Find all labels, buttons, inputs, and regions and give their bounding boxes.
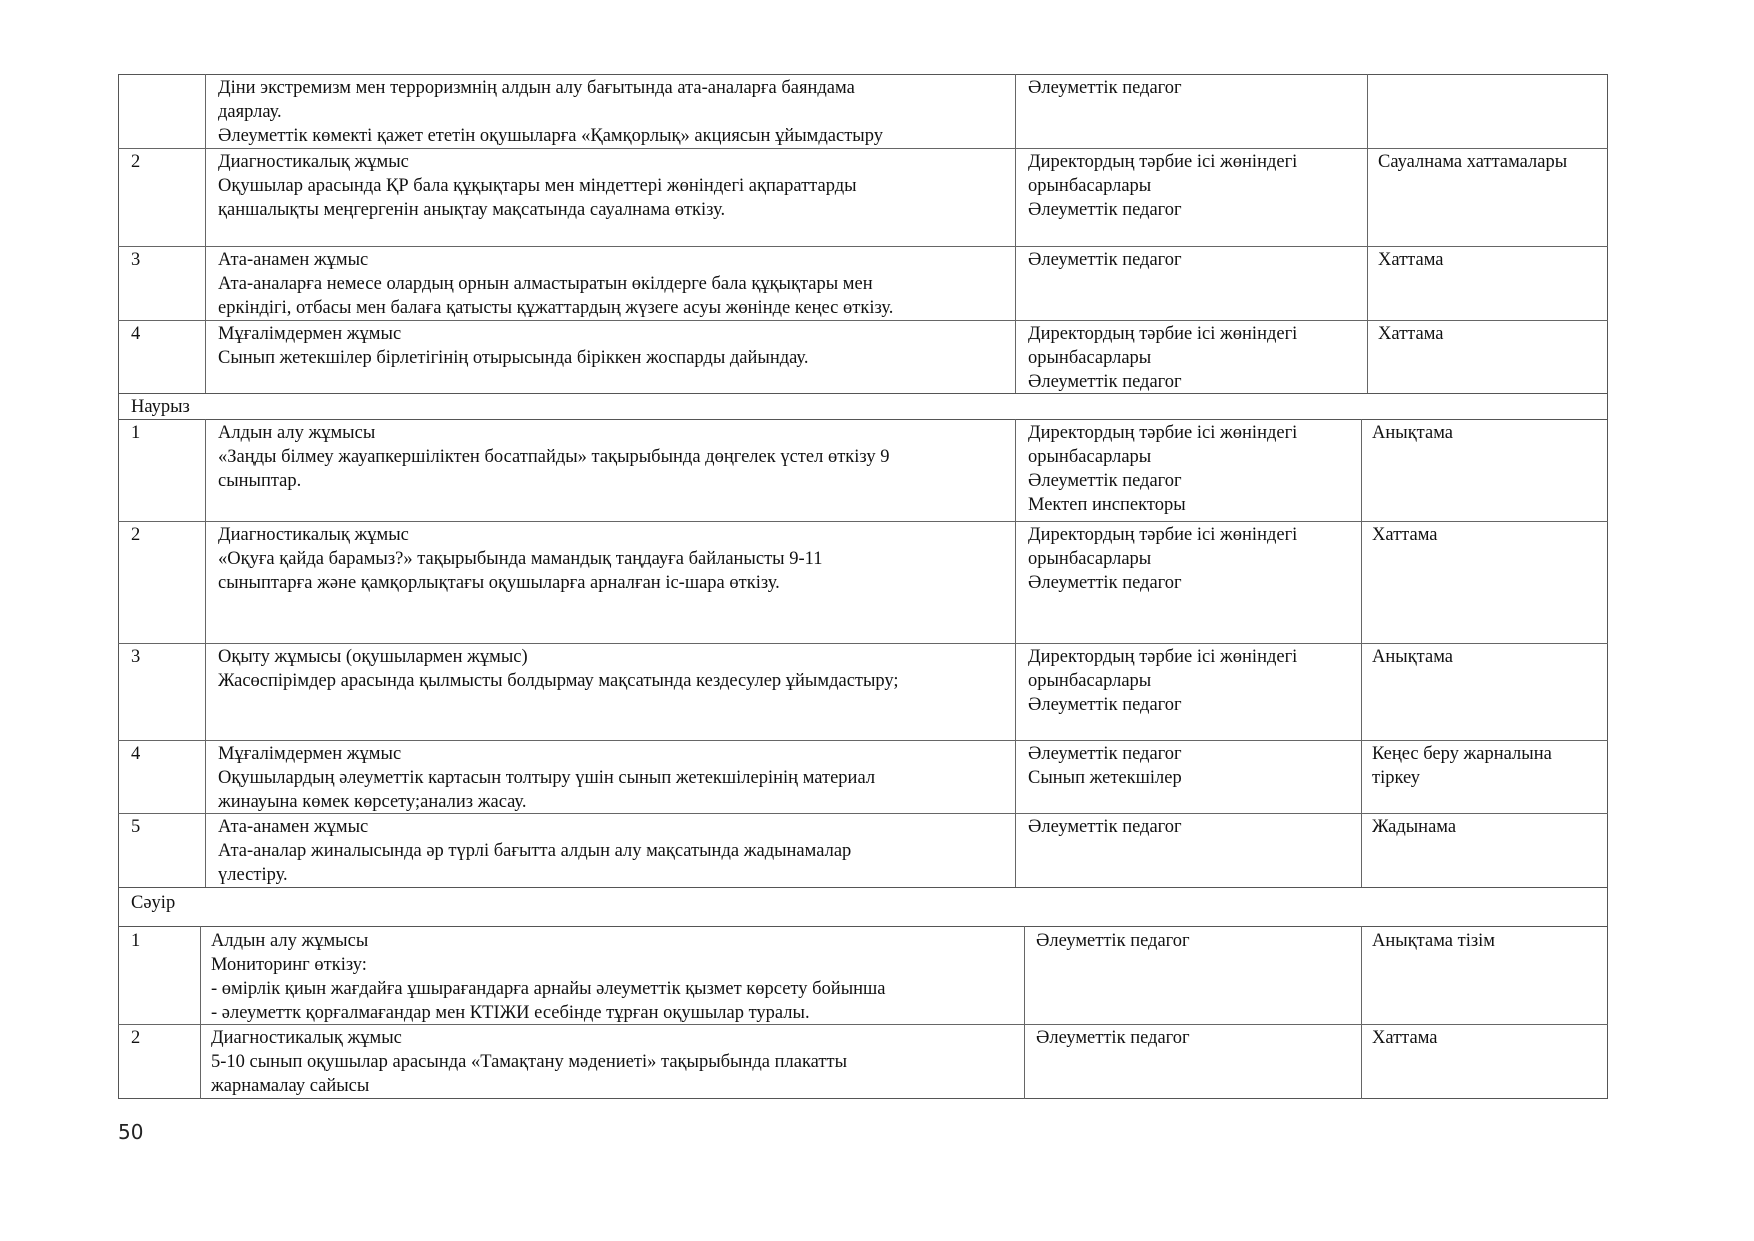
table-row-content: Диагностикалық жұмыс «Оқуға қайда барамыз?» тақырыбында мамандық таңдауға байланысты 9-11 сыныптарға және қамқорлықтағы оқушыларға арналған іс-шара өткізу. <box>218 525 823 593</box>
month-header-row <box>118 393 1608 420</box>
table-row-result: Кеңес беру жарналына тіркеу <box>1372 744 1552 788</box>
table-row-responsible: Директордың тәрбие ісі жөніндегі орынбасарлары Әлеуметтік педагог <box>1028 152 1298 220</box>
table-row-content: Диагностикалық жұмыс 5-10 сынып оқушылар арасында «Тамақтану мәдениеті» тақырыбында плакатты жарнамалау сайысы <box>211 1028 848 1096</box>
table-row-responsible: Әлеуметтік педагог <box>1036 931 1190 951</box>
table-row-responsible: Әлеуметтік педагог <box>1028 250 1182 270</box>
table-row-content: Ата-анамен жұмыс Ата-аналар жиналысында әр түрлі бағытта алдын алу мақсатында жадынамалар үлестіру. <box>218 817 852 885</box>
table-row-responsible: Әлеуметтік педагог <box>1028 817 1182 837</box>
table-row-content: Мұғалімдермен жұмыс Сынып жетекшілер бірлетігінің отырысында біріккен жоспарды дайындау. <box>218 324 809 368</box>
table-row-content: Діни экстремизм мен терроризмнің алдын алу бағытында ата-аналарға баяндама даярлау. Әлеуметтік көмекті қажет ететін оқушыларға «Қамқорлық» акциясын ұйымдастыру <box>218 78 883 146</box>
table-row-num: 3 <box>131 647 141 667</box>
table-row-content: Алдын алу жұмысы «Заңды білмеу жауапкершіліктен босатпайды» тақырыбында дөңгелек үстел өткізу 9 сыныптар. <box>218 423 890 491</box>
table-row-result: Сауалнама хаттамалары <box>1378 152 1568 172</box>
table-row-num: 2 <box>131 152 141 172</box>
month-label: Наурыз <box>131 397 190 417</box>
table-row-result: Хаттама <box>1372 1028 1438 1048</box>
table-row-content: Алдын алу жұмысы Мониторинг өткізу: - өмірлік қиын жағдайға ұшырағандарға арнайы әлеуметтік қызмет көрсету бойынша - әлеуметтк қорғалмағандар мен КТІЖИ есебінде тұрған оқушылар туралы. <box>211 931 886 1023</box>
table-row-result: Хаттама <box>1378 324 1444 344</box>
table-row-result: Хаттама <box>1372 525 1438 545</box>
table-row-num: 2 <box>131 1028 141 1048</box>
table-row-content: Диагностикалық жұмыс Оқушылар арасында ҚР бала құқықтары мен міндеттері жөніндегі ақпараттарды қаншалықты меңгергенін анықтау мақсатында сауалнама өткізу. <box>218 152 857 220</box>
table-row-result: Анықтама <box>1372 647 1453 667</box>
table-row-num: 3 <box>131 250 141 270</box>
table-row-content: Оқыту жұмысы (оқушылармен жұмыс) Жасөспірімдер арасында қылмысты болдырмау мақсатында кездесулер ұйымдастыру; <box>218 647 899 691</box>
table-row-result: Анықтама тізім <box>1372 931 1495 951</box>
table-row-num: 5 <box>131 817 141 837</box>
page-number: 50 <box>118 1120 144 1144</box>
table-row-num: 1 <box>131 423 141 443</box>
table-row-num: 1 <box>131 931 141 951</box>
table-row-responsible: Директордың тәрбие ісі жөніндегі орынбасарлары Әлеуметтік педагог <box>1028 324 1298 392</box>
table-row-num: 4 <box>131 324 141 344</box>
table-row-responsible: Әлеуметтік педагог <box>1028 78 1182 98</box>
table-row-result: Хаттама <box>1378 250 1444 270</box>
table-row-responsible: Директордың тәрбие ісі жөніндегі орынбасарлары Әлеуметтік педагог <box>1028 525 1298 593</box>
table-row-content: Ата-анамен жұмыс Ата-аналарға немесе олардың орнын алмастыратын өкілдерге бала құқықтары мен еркіндігі, отбасы мен балаға қатысты құжаттардың жүзеге асуы жөнінде кеңес өткізу. <box>218 250 894 318</box>
table-row-responsible: Әлеуметтік педагог <box>1036 1028 1190 1048</box>
month-label: Сәуір <box>131 893 176 913</box>
table-row-responsible: Әлеуметтік педагог Сынып жетекшілер <box>1028 744 1182 788</box>
table-row-responsible: Директордың тәрбие ісі жөніндегі орынбасарлары Әлеуметтік педагог Мектеп инспекторы <box>1028 423 1298 515</box>
table-row-content: Мұғалімдермен жұмыс Оқушылардың әлеуметтік картасын толтыру үшін сынып жетекшілерінің материал жинауына көмек көрсету;анализ жасау. <box>218 744 876 812</box>
table-row-result: Жадынама <box>1372 817 1457 837</box>
table-row-result: Анықтама <box>1372 423 1453 443</box>
table-row-responsible: Директордың тәрбие ісі жөніндегі орынбасарлары Әлеуметтік педагог <box>1028 647 1298 715</box>
month-header-row <box>118 887 1608 927</box>
table-row-num: 2 <box>131 525 141 545</box>
table-row-num: 4 <box>131 744 141 764</box>
